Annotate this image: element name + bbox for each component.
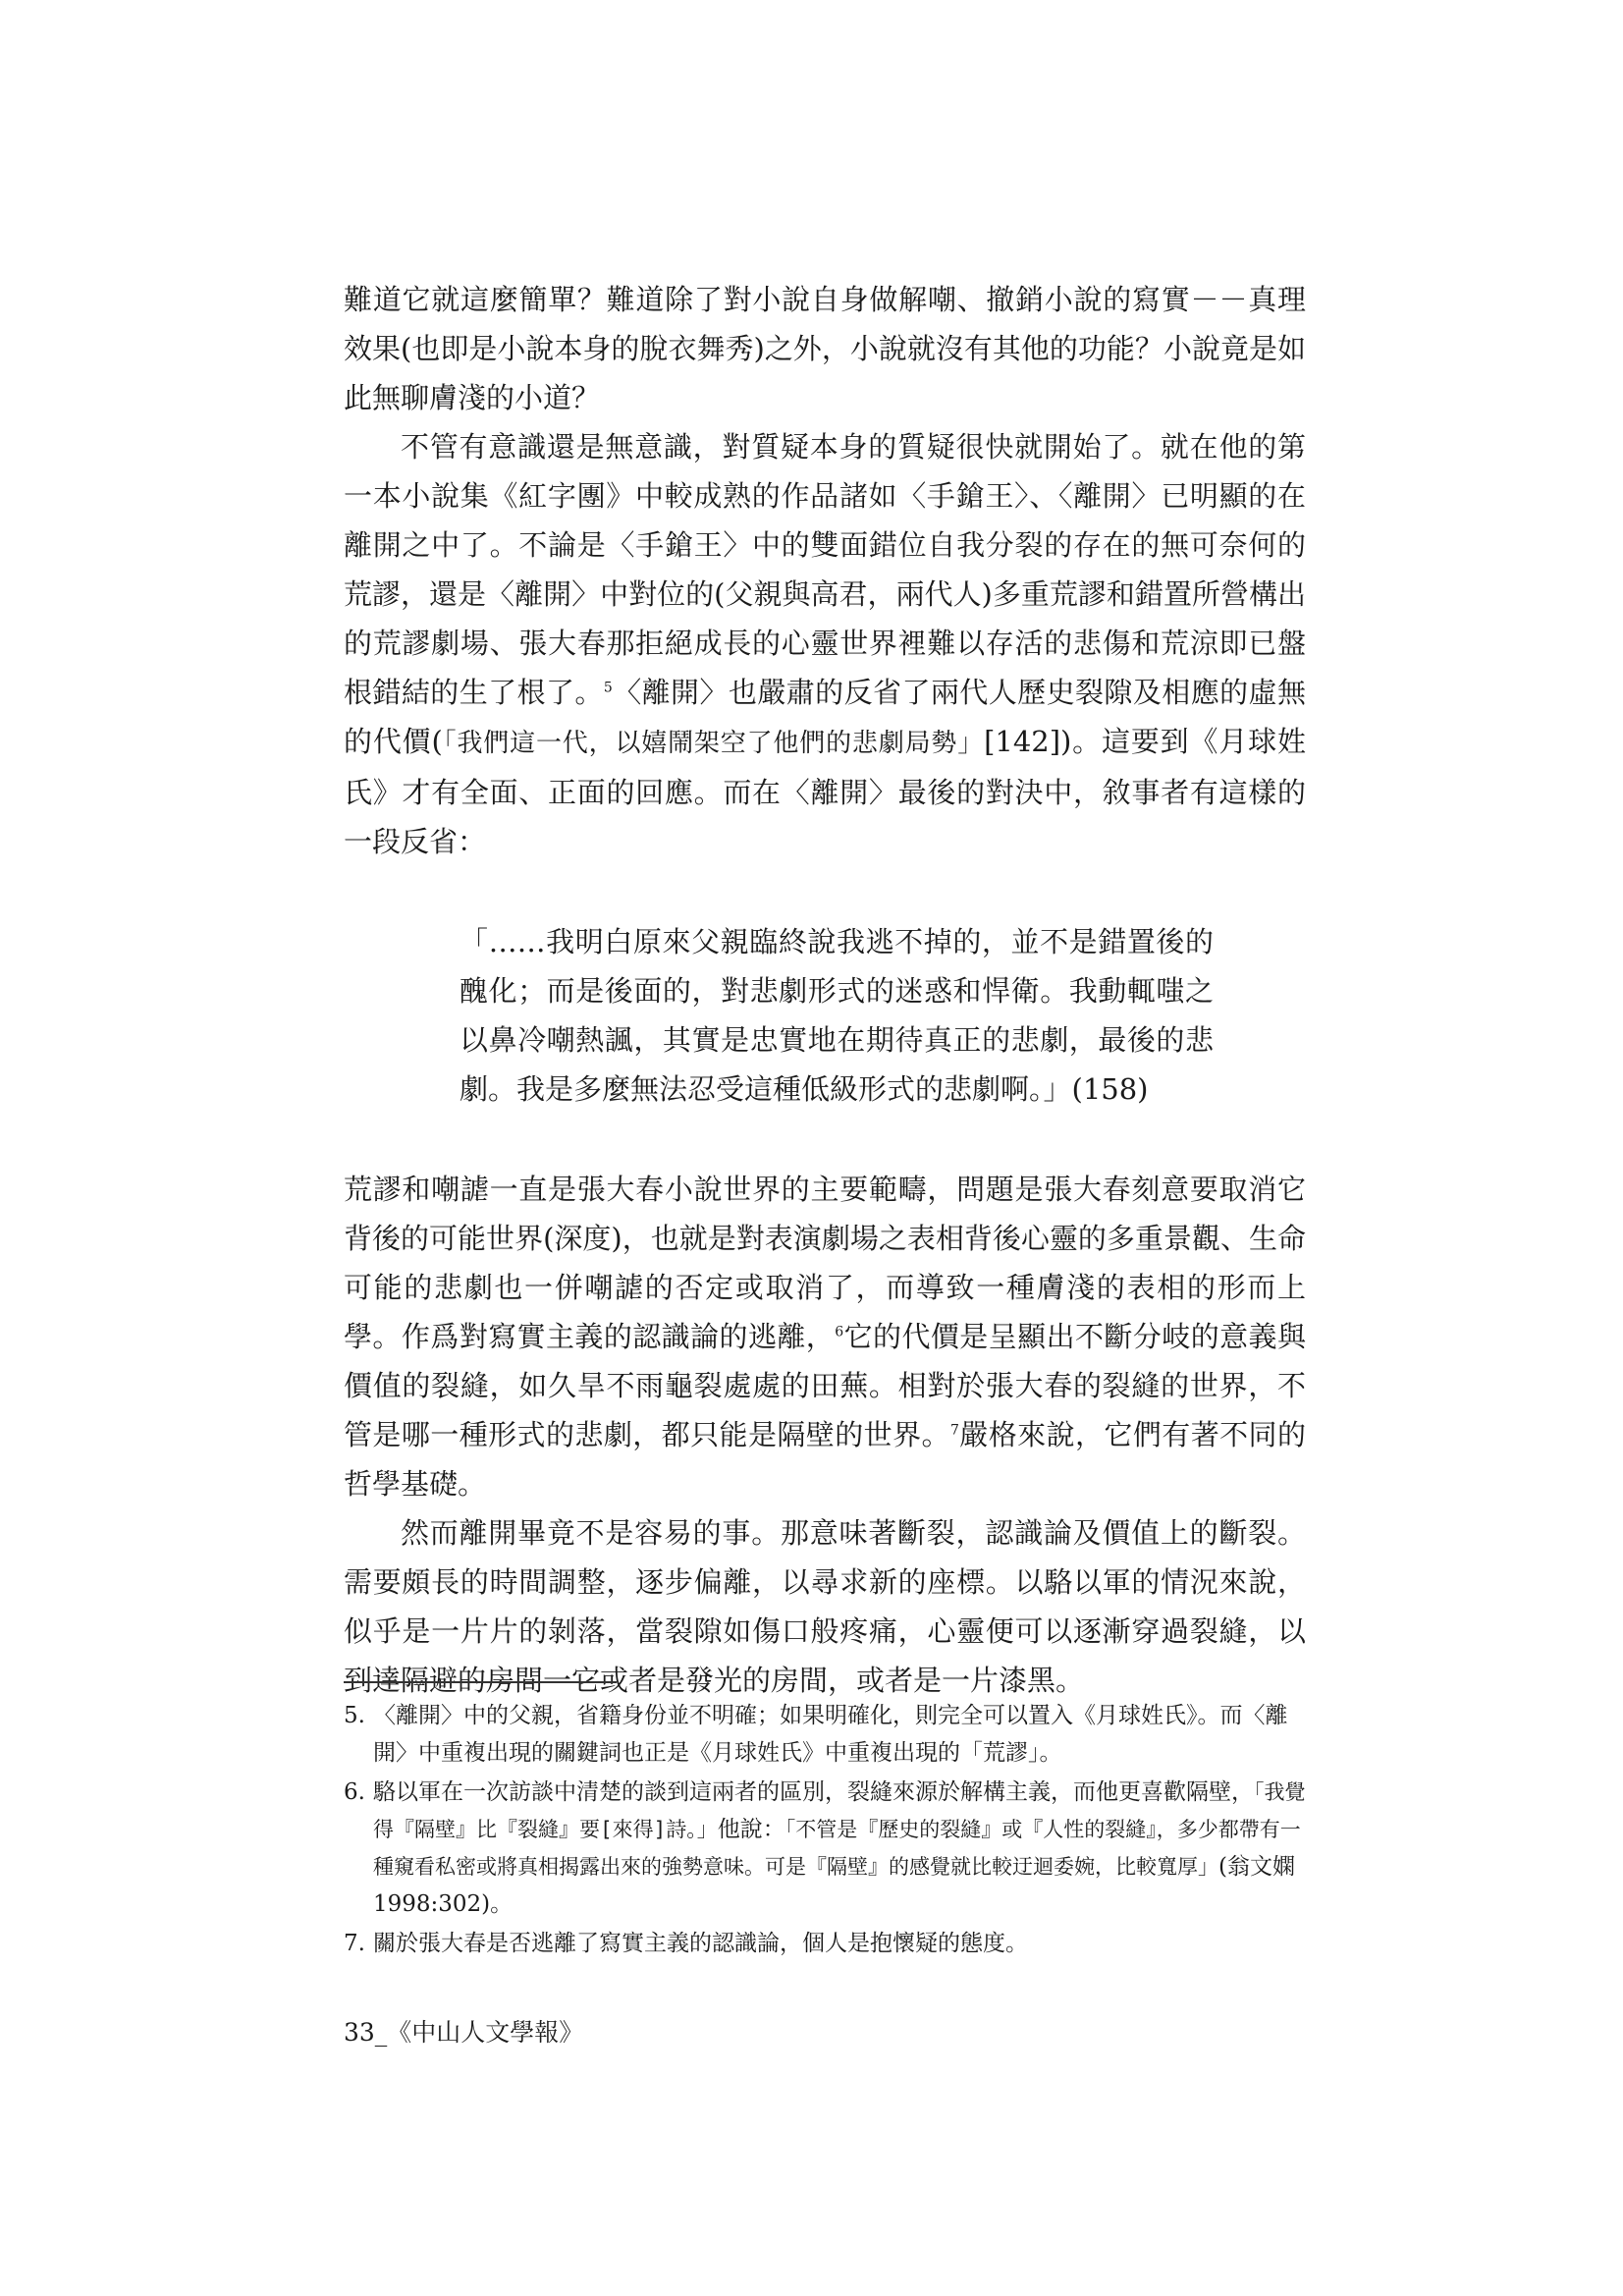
footnote-7	[344, 1925, 1311, 1962]
block-quote: 「……我明白原來父親臨終說我逃不掉的，並不是錯置後的醜化；而是後面的，對悲劇形式的迷惑和悍衛。我動輒嗤之以鼻冷嘲熱諷，其實是忠實地在期待真正的悲劇，最後的悲劇。我是多麼無法忍受這種低級形式的悲劇啊。」(158)	[460, 925, 1214, 1106]
inline-quote: 「我們這一代，以嬉鬧架空了他們的悲劇局勢」	[442, 729, 985, 758]
footnote-6-text-b: 他說：	[717, 1817, 785, 1842]
paragraph-2-text-a: 不管有意識還是無意識，對質疑本身的質疑很快就開始了。就在他的第一本小說集《紅字團》中較成熟的作品諸如〈手鎗王〉、〈離開〉已明顯的在離開之中了。不論是〈手鎗王〉中的雙面錯位自我分裂的存在的無可奈何的荒謬，還是〈離開〉中對位的(父親與高君，兩代人)多重荒謬和錯置所營構出的荒謬劇場、張大春那拒絕成長的心靈世界裡難以存活的悲傷和荒涼即已盤根錯結的生了根了。	[344, 430, 1306, 709]
paragraph-3	[344, 1165, 1306, 1508]
page-footer: 33_《中山人文學報》	[344, 2018, 584, 2047]
paragraph-2-text-b: 〈離開〉也嚴肅的反省了兩代人歷史裂隙及相應的虛無的代價(	[344, 676, 1306, 758]
paragraph-3-text-c: 嚴格來說，它們有著不同的哲學基礎。	[344, 1418, 1306, 1501]
footnote-text	[373, 1774, 1311, 1923]
footnote-number: 5.	[344, 1703, 365, 1728]
footnote-ref-7[interactable]: 7	[949, 1422, 959, 1439]
footnote-6	[344, 1774, 1311, 1923]
footnote-divider	[344, 1681, 617, 1683]
footnote-6-quote-a: 「我覺得『隔壁』比『裂縫』要[來得]詩。」	[373, 1780, 1306, 1841]
paragraph-3-text-a: 荒謬和嘲謔一直是張大春小說世界的主要範疇，問題是張大春刻意要取消它背後的可能世界(深度)，也就是對表演劇場之表相背後心靈的多重景觀、生命可能的悲劇也一併嘲謔的否定或取消了，而導致一種膚淺的表相的形而上學。作爲對寫實主義的認識論的逃離，	[344, 1173, 1306, 1353]
paragraph-2-text-c: [142])。這要到《月球姓氏》才有全面、正面的回應。而在〈離開〉最後的對決中，敘事者有這樣的一段反省：	[344, 725, 1306, 858]
footnote-text: 關於張大春是否逃離了寫實主義的認識論，個人是抱懷疑的態度。	[373, 1931, 1028, 1956]
footnote-6-quote-b: 「不管是『歷史的裂縫』或『人性的裂縫』，多少都帶有一種窺看私密或將真相揭露出來的強勢意味。可是『隔壁』的感覺就比較迂迴委婉，比較寬厚」	[373, 1818, 1301, 1879]
paragraph-1: 難道它就這麼簡單？難道除了對小說自身做解嘲、撤銷小說的寫實－－真理效果(也即是小說本身的脫衣舞秀)之外，小說就沒有其他的功能？小說竟是如此無聊膚淺的小道？	[344, 283, 1306, 414]
body-text	[344, 275, 1306, 1705]
paragraph-4: 然而離開畢竟不是容易的事。那意味著斷裂，認識論及價值上的斷裂。需要頗長的時間調整，逐步偏離，以尋求新的座標。以駱以軍的情況來說，似乎是一片片的剝落，當裂隙如傷口般疼痛，心靈便可以逐漸穿過裂縫，以到達隔避的房間一它或者是發光的房間，或者是一片漆黑。	[344, 1516, 1306, 1697]
footnote-6-text-a: 駱以軍在一次訪談中清楚的談到這兩者的區別，裂縫來源於解構主義，而他更喜歡隔壁，	[373, 1779, 1254, 1805]
paragraph-3-text-b: 它的代價是呈顯出不斷分岐的意義與價值的裂縫，如久旱不雨龜裂處處的田蕪。相對於張大春的裂縫的世界，不管是哪一種形式的悲劇，都只能是隔壁的世界。	[344, 1320, 1306, 1451]
paragraph-2	[344, 422, 1306, 866]
footnote-number: 6.	[344, 1779, 365, 1805]
footnote-text: 〈離開〉中的父親，省籍身份並不明確；如果明確化，則完全可以置入《月球姓氏》。而〈離開〉中重複出現的關鍵詞也正是《月球姓氏》中重複出現的「荒謬」。	[373, 1703, 1288, 1766]
footnote-5	[344, 1697, 1311, 1772]
footnote-ref-6[interactable]: 6	[835, 1324, 844, 1340]
footnotes	[344, 1697, 1311, 1964]
footnote-ref-5[interactable]: 5	[603, 680, 613, 696]
footnote-6-text-c: (翁文嫻 1998:302)。	[373, 1854, 1295, 1917]
footnote-number: 7.	[344, 1931, 365, 1956]
